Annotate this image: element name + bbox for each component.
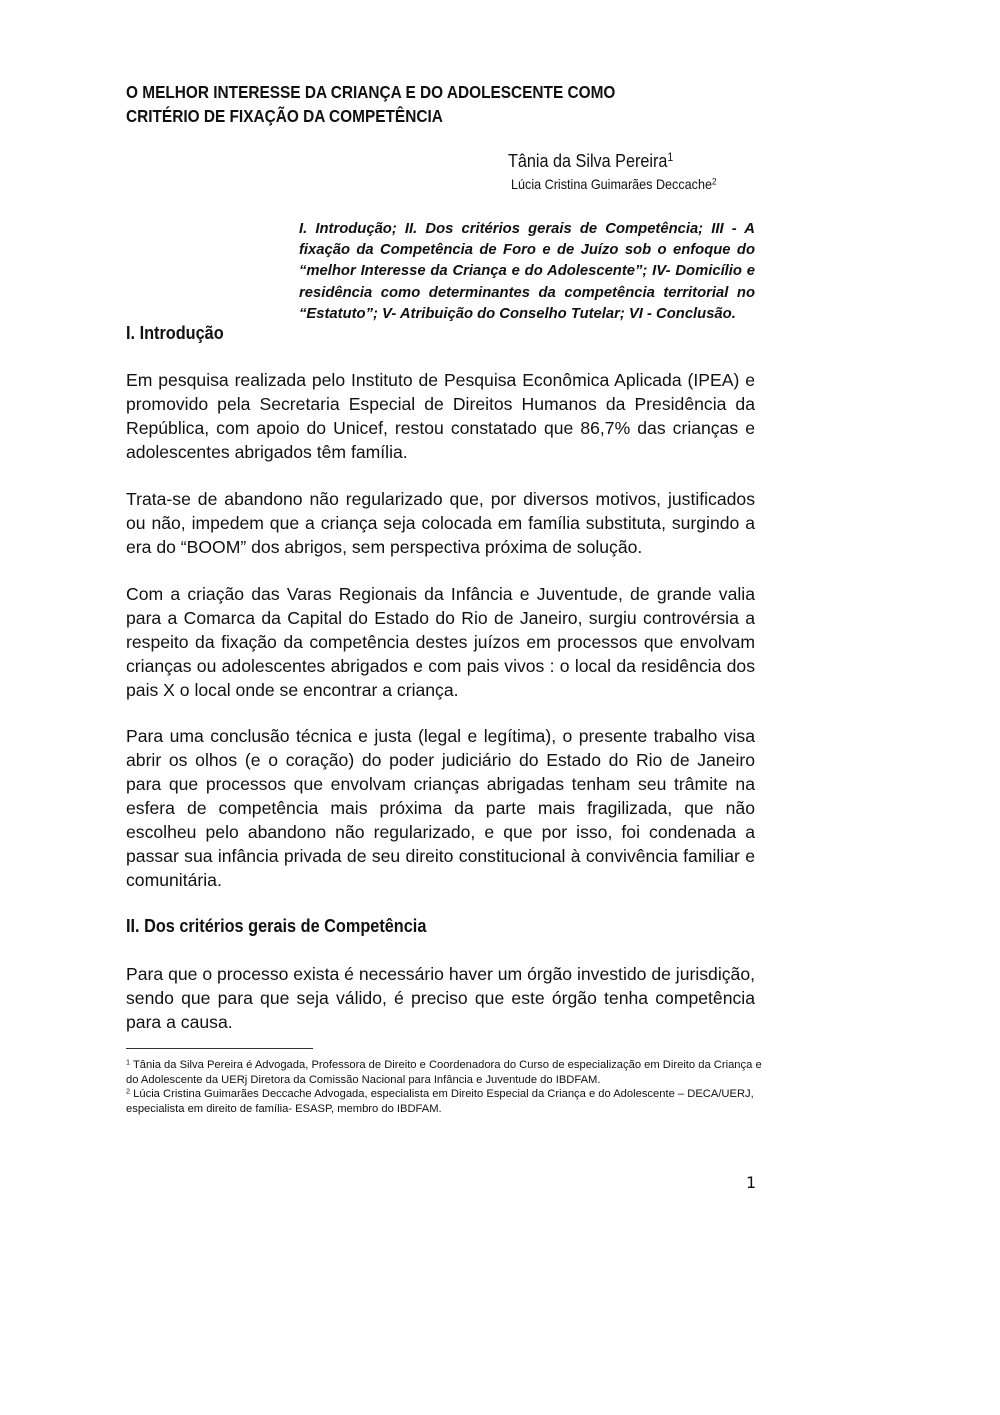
section-heading-criterios: II. Dos critérios gerais de Competência (126, 915, 427, 936)
article-title: O MELHOR INTERESSE DA CRIANÇA E DO ADOLESCENTE COMO CRITÉRIO DE FIXAÇÃO DA COMPETÊNCIA (126, 82, 616, 126)
section-heading-introducao: I. Introdução (126, 322, 224, 343)
paragraph: Com a criação das Varas Regionais da Infância e Juventude, de grande valia para a Comarca da Capital do Estado do Rio de Janeiro, surgiu controvérsia a respeito da fixação da competência destes juízos em processos que envolvam crianças ou adolescentes abrigados e com pais vivos : o local da residência dos pais X o local onde se encontrar a criança. (126, 584, 755, 700)
footnote-marker: 2 (711, 176, 717, 187)
footnote-marker: 1 (667, 151, 674, 165)
footnote-marker: 1 (126, 1057, 131, 1067)
author-name: Lúcia Cristina Guimarães Deccache (511, 176, 712, 192)
paragraph: Em pesquisa realizada pelo Instituto de Pesquisa Econômica Aplicada (IPEA) e promovido pela Secretaria Especial de Direitos Humanos da Presidência da República, com apoio do Unicef, restou constatado que 86,7% das crianças e adolescentes abrigados têm família. (126, 370, 755, 462)
footnote-2 (126, 1087, 766, 1116)
footnote-1 (126, 1058, 766, 1087)
page-number: 1 (746, 1173, 757, 1192)
footnote-marker: 2 (126, 1086, 131, 1096)
footnote-separator (126, 1048, 313, 1049)
footnote-text: Lúcia Cristina Guimarães Deccache Advogada, especialista em Direito Especial da Criança e do Adolescente – DECA/UERJ, especialista em direito de família- ESASP, membro do IBDFAM. (126, 1088, 754, 1115)
paragraph: Para uma conclusão técnica e justa (legal e legítima), o presente trabalho visa abrir os olhos (e o coração) do poder judiciário do Estado do Rio de Janeiro para que processos que envolvam crianças abrigadas tenham seu trâmite na esfera de competência mais próxima da parte mais fragilizada, que não escolheu pelo abandono não regularizado, e que por isso, foi condenada a passar sua infância privada de seu direito constitucional à convivência familiar e comunitária. (126, 726, 755, 890)
table-of-contents-summary: I. Introdução; II. Dos critérios gerais de Competência; III - A fixação da Competência de Foro e de Juízo sob o enfoque do “melhor Interesse da Criança e do Adolescente”; IV- Domicílio e residência como determinantes da competência territorial no “Estatuto”; V- Atribuição do Conselho Tutelar; VI - Conclusão. (299, 221, 755, 322)
author-secondary (511, 176, 717, 192)
footnote-text: Tânia da Silva Pereira é Advogada, Professora de Direito e Coordenadora do Curso de especialização em Direito da Criança e do Adolescente da UERj Diretora da Comissão Nacional para Infância e Juventude do IBDFAM. (126, 1059, 762, 1086)
paragraph: Trata-se de abandono não regularizado que, por diversos motivos, justificados ou não, impedem que a criança seja colocada em família substituta, surgindo a era do “BOOM” dos abrigos, sem perspectiva próxima de solução. (126, 489, 755, 557)
author-primary (508, 151, 673, 172)
author-name: Tânia da Silva Pereira (508, 151, 668, 171)
paragraph: Para que o processo exista é necessário haver um órgão investido de jurisdição, sendo que para que seja válido, é preciso que este órgão tenha competência para a causa. (126, 964, 755, 1032)
